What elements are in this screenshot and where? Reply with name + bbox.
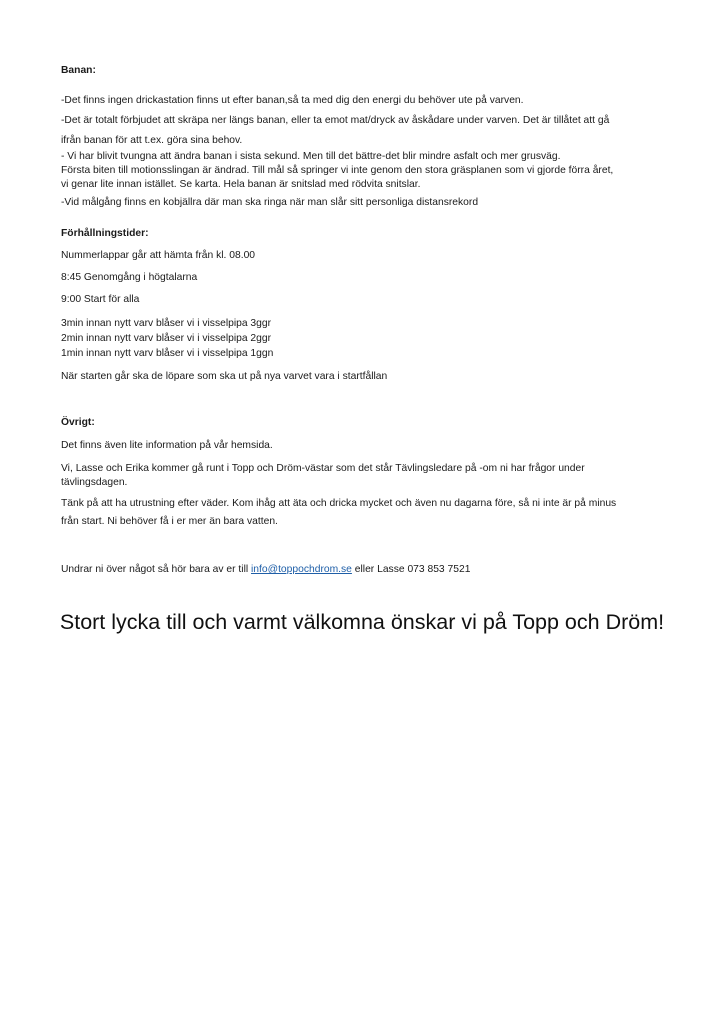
banan-paragraph-3-line-4: -Vid målgång finns en kobjällra där man ska ringa när man slår sitt personliga distansrekord xyxy=(61,197,479,208)
tider-line-3: 9:00 Start för alla xyxy=(61,294,140,305)
banan-paragraph-3-line-2: Första biten till motionsslingan är ändrad. Till mål så springer vi inte genom den stora gräsplanen som vi gjorde förra året, xyxy=(61,165,614,176)
tider-line-1: Nummerlappar går att hämta från kl. 08.00 xyxy=(61,250,256,261)
section-heading-forhallningstider: Förhållningstider: xyxy=(61,228,149,239)
banan-paragraph-3-line-1: - Vi har blivit tvungna att ändra banan i sista sekund. Men till det bättre-det blir mindre asfalt och mer grusväg. xyxy=(61,151,561,162)
banan-paragraph-2-line-1: -Det är totalt förbjudet att skräpa ner längs banan, eller ta emot mat/dryck av åskådare under varven. Det är tillåtet att gå xyxy=(61,115,610,126)
tider-line-2: 8:45 Genomgång i högtalarna xyxy=(61,272,198,283)
contact-text-after: eller Lasse 073 853 7521 xyxy=(351,564,471,575)
tider-line-7: När starten går ska de löpare som ska ut på nya varvet vara i startfållan xyxy=(61,371,388,382)
tider-line-5: 2min innan nytt varv blåser vi i visselpipa 2ggr xyxy=(61,333,272,344)
tider-line-4: 3min innan nytt varv blåser vi i visselpipa 3ggr xyxy=(61,318,272,329)
banan-paragraph-3-line-3: vi genar lite innan istället. Se karta. Hela banan är snitslad med rödvita snitslar. xyxy=(61,179,421,190)
closing-message: Stort lycka till och varmt välkomna önskar vi på Topp och Dröm! xyxy=(59,610,665,634)
contact-line xyxy=(61,563,701,576)
section-heading-banan: Banan: xyxy=(61,65,96,76)
section-heading-ovrigt: Övrigt: xyxy=(61,417,95,428)
ovrigt-line-4: Tänk på att ha utrustning efter väder. Kom ihåg att äta och dricka mycket och även nu dagarna före, så ni inte är på minus xyxy=(61,498,617,509)
ovrigt-line-3: tävlingsdagen. xyxy=(61,477,128,488)
contact-text-before: Undrar ni över något så hör bara av er till xyxy=(61,564,252,575)
banan-paragraph-1: -Det finns ingen drickastation finns ut efter banan,så ta med dig den energi du behöver ute på varven. xyxy=(61,95,524,106)
ovrigt-line-5: från start. Ni behöver få i er mer än bara vatten. xyxy=(61,516,278,527)
tider-line-6: 1min innan nytt varv blåser vi i visselpipa 1ggn xyxy=(61,348,274,359)
email-link[interactable]: info@toppochdrom.se xyxy=(251,564,352,575)
ovrigt-line-1: Det finns även lite information på vår hemsida. xyxy=(61,440,273,451)
banan-paragraph-2-line-2: ifrån banan för att t.ex. göra sina behov. xyxy=(61,135,243,146)
ovrigt-line-2: Vi, Lasse och Erika kommer gå runt i Topp och Dröm-västar som det står Tävlingsledare på -om ni har frågor under xyxy=(61,463,585,474)
